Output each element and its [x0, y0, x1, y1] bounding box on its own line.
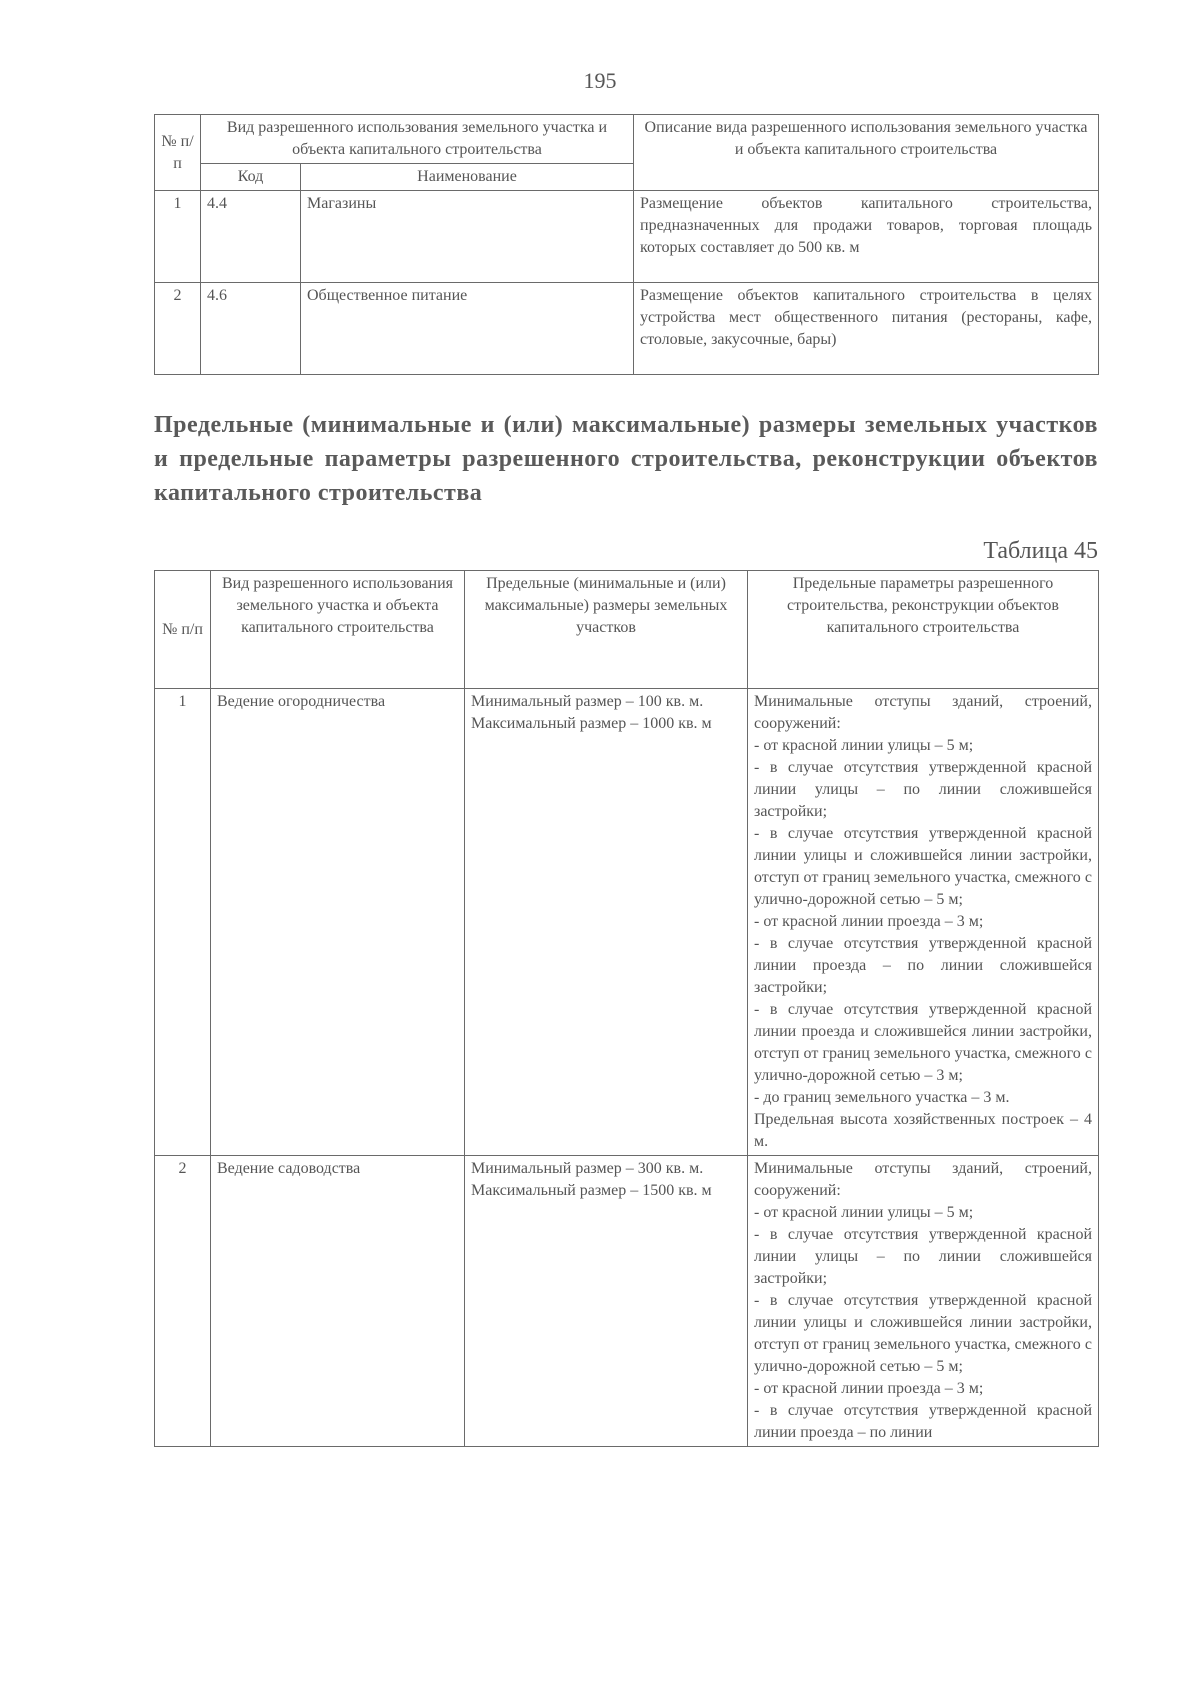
table2-row-params: Минимальные отступы зданий, строений, сооружений: - от красной линии улицы – 5 м; - в случае отсутствия утвержденной красной линии улицы – по линии сложившейся застройки; - в случае отсутствия утвержденной красной линии улицы и сложившейся линии застройки, отступ от границ земельного участка, смежного с улично-дорожной сетью – 5 м; - от красной линии проезда – 3 м; - в случае отсутствия утвержденной красной линии проезда – по линии: [748, 1156, 1099, 1447]
table1-row-code: 4.4: [201, 191, 301, 283]
land-parameters-table: [154, 570, 1099, 1447]
table-row: [155, 689, 1099, 1156]
table2-row-sizes: Минимальный размер – 100 кв. м. Максимальный размер – 1000 кв. м: [465, 689, 748, 1156]
table2-row-type: Ведение огородничества: [211, 689, 465, 1156]
table1-header-row: [155, 115, 1099, 164]
table2-row-sizes: Минимальный размер – 300 кв. м. Максимальный размер – 1500 кв. м: [465, 1156, 748, 1447]
table-row: [155, 191, 1099, 283]
table2-row-num: 2: [155, 1156, 211, 1447]
table1-header-num: № п/п: [155, 115, 201, 191]
page-number: 195: [583, 68, 617, 93]
table1-row-num: 2: [155, 283, 201, 375]
table2-header-num: № п/п: [155, 571, 211, 689]
table-row: [155, 1156, 1099, 1447]
table2-header-row: [155, 571, 1099, 689]
table1-row-description: Размещение объектов капитального строительства в целях устройства мест общественного питания (рестораны, кафе, столовые, закусочные, бары): [634, 283, 1099, 375]
table1-row-code: 4.6: [201, 283, 301, 375]
table-caption: Таблица 45: [983, 538, 1098, 564]
table1-row-num: 1: [155, 191, 201, 283]
table2-header-params: Предельные параметры разрешенного строительства, реконструкции объектов капитального строительства: [748, 571, 1099, 689]
table-row: [155, 283, 1099, 375]
table1-header-code: Код: [201, 164, 301, 191]
table1-header-name: Наименование: [301, 164, 634, 191]
land-use-table: [154, 114, 1099, 375]
table1-row-name: Общественное питание: [301, 283, 634, 375]
table1-header-group: Вид разрешенного использования земельного участка и объекта капитального строительства: [201, 115, 634, 164]
table1-header-description: Описание вида разрешенного использования земельного участка и объекта капитального строительства: [634, 115, 1099, 191]
table1-row-name: Магазины: [301, 191, 634, 283]
table2-row-num: 1: [155, 689, 211, 1156]
table2-row-type: Ведение садоводства: [211, 1156, 465, 1447]
table2-row-params: Минимальные отступы зданий, строений, сооружений: - от красной линии улицы – 5 м; - в случае отсутствия утвержденной красной линии улицы – по линии сложившейся застройки; - в случае отсутствия утвержденной красной линии улицы и сложившейся линии застройки, отступ от границ земельного участка, смежного с улично-дорожной сетью – 5 м; - от красной линии проезда – 3 м; - в случае отсутствия утвержденной красной линии проезда – по линии сложившейся застройки; - в случае отсутствия утвержденной красной линии проезда и сложившейся линии застройки, отступ от границ земельного участка, смежного с улично-дорожной сетью – 3 м; - до границ земельного участка – 3 м. Предельная высота хозяйственных построек – 4 м.: [748, 689, 1099, 1156]
table1-row-description: Размещение объектов капитального строительства, предназначенных для продажи товаров, торговая площадь которых составляет до 500 кв. м: [634, 191, 1099, 283]
section-heading: Предельные (минимальные и (или) максимальные) размеры земельных участков и предельные параметры разрешенного строительства, реконструкции объектов капитального строительства: [154, 412, 1098, 506]
table2-header-sizes: Предельные (минимальные и (или) максимальные) размеры земельных участков: [465, 571, 748, 689]
table2-header-type: Вид разрешенного использования земельного участка и объекта капитального строительства: [211, 571, 465, 689]
